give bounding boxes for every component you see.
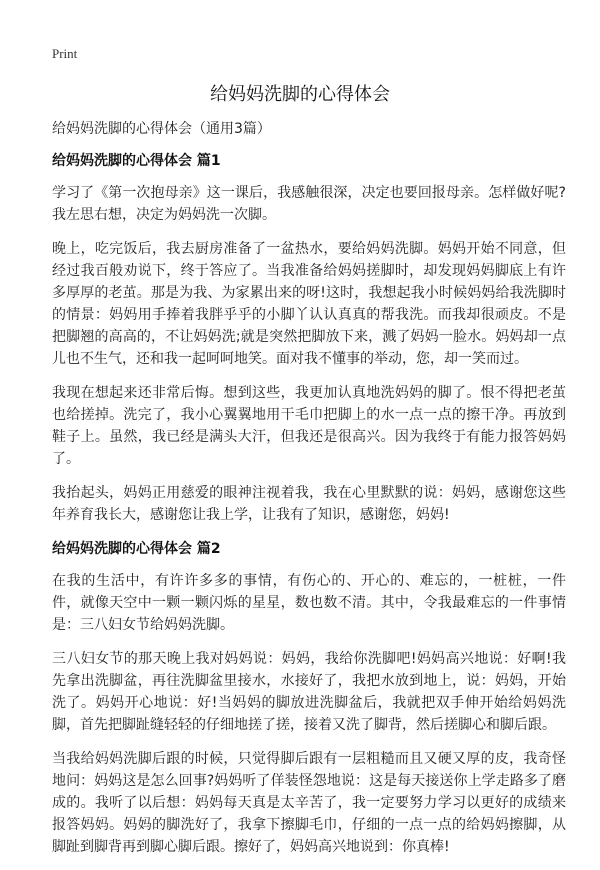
paragraph: 在我的生活中，有许许多多的事情，有伤心的、开心的、难忘的，一桩桩，一件件，就像天空中一颗一颗闪烁的星星，数也数不清。其中，令我最难忘的一件事情是：三八妇女节给妈妈洗脚。 xyxy=(52,573,566,633)
paragraph: 学习了《第一次抱母亲》这一课后，我感触很深，决定也要回报母亲。怎样做好呢?我左思右想，决定为妈妈洗一次脚。 xyxy=(52,185,566,223)
document-subtitle: 给妈妈洗脚的心得体会（通用3篇） xyxy=(52,121,271,137)
section-heading: 给妈妈洗脚的心得体会 篇2 xyxy=(52,541,221,557)
page-title: 给妈妈洗脚的心得体会 xyxy=(210,84,390,105)
section-1 xyxy=(52,150,566,526)
print-link[interactable]: Print xyxy=(52,46,78,61)
section-2 xyxy=(52,538,566,858)
paragraph: 三八妇女节的那天晚上我对妈妈说：妈妈，我给你洗脚吧!妈妈高兴地说：好啊!我先拿出洗脚盆，再往洗脚盆里接水，水接好了，我把水放到地上，说：妈妈，开始洗了。妈妈开心地说：好!当妈妈的脚放进洗脚盆后，我就把双手伸开始给妈妈洗脚，首先把脚趾缝轻轻的仔细地搓了搓，接着又洗了脚背，然后搓脚心和脚后跟。 xyxy=(52,651,566,733)
paragraph: 晚上，吃完饭后，我去厨房准备了一盆热水，要给妈妈洗脚。妈妈开始不同意，但经过我百般劝说下，终于答应了。当我准备给妈妈搓脚时，却发现妈妈脚底上有许多厚厚的老茧。那是为我、为家累出来的呀!这时，我想起我小时候妈妈给我洗脚时的情景：妈妈用手捧着我胖乎乎的小脚丫认认真真的帮我洗。而我却很顽皮。不是把脚翘的高高的，不让妈妈洗;就是突然把脚放下来，溅了妈妈一脸水。妈妈却一点儿也不生气，还和我一起呵呵地笑。面对我不懂事的举动，您，却一笑而过。 xyxy=(52,241,566,367)
paragraph: 当我给妈妈洗脚后跟的时候，只觉得脚后跟有一层粗糙而且又硬又厚的皮，我奇怪地问：妈妈这是怎么回事?妈妈听了佯装怪怨地说：这是每天接送你上学走路多了磨成的。我听了以后想：妈妈每天真是太辛苦了，我一定要努力学习以更好的成绩来报答妈妈。妈妈的脚洗好了，我拿下擦脚毛巾，仔细的一点一点的给妈妈擦脚，从脚趾到脚背再到脚心脚后跟。擦好了，妈妈高兴地说到：你真棒! xyxy=(52,751,566,855)
section-heading: 给妈妈洗脚的心得体会 篇1 xyxy=(52,153,221,169)
paragraph: 我抬起头，妈妈正用慈爱的眼神注视着我，我在心里默默的说：妈妈，感谢您这些年养育我长大，感谢您让我上学，让我有了知识，感谢您，妈妈! xyxy=(52,485,566,523)
document-body xyxy=(52,118,566,870)
paragraph: 我现在想起来还非常后悔。想到这些，我更加认真地洗妈妈的脚了。恨不得把老茧也给搓掉。洗完了，我小心翼翼地用干毛巾把脚上的水一点一点的擦干净。再放到鞋子上。虽然，我已经是满头大汗，但我还是很高兴。因为我终于有能力报答妈妈了。 xyxy=(52,385,566,467)
